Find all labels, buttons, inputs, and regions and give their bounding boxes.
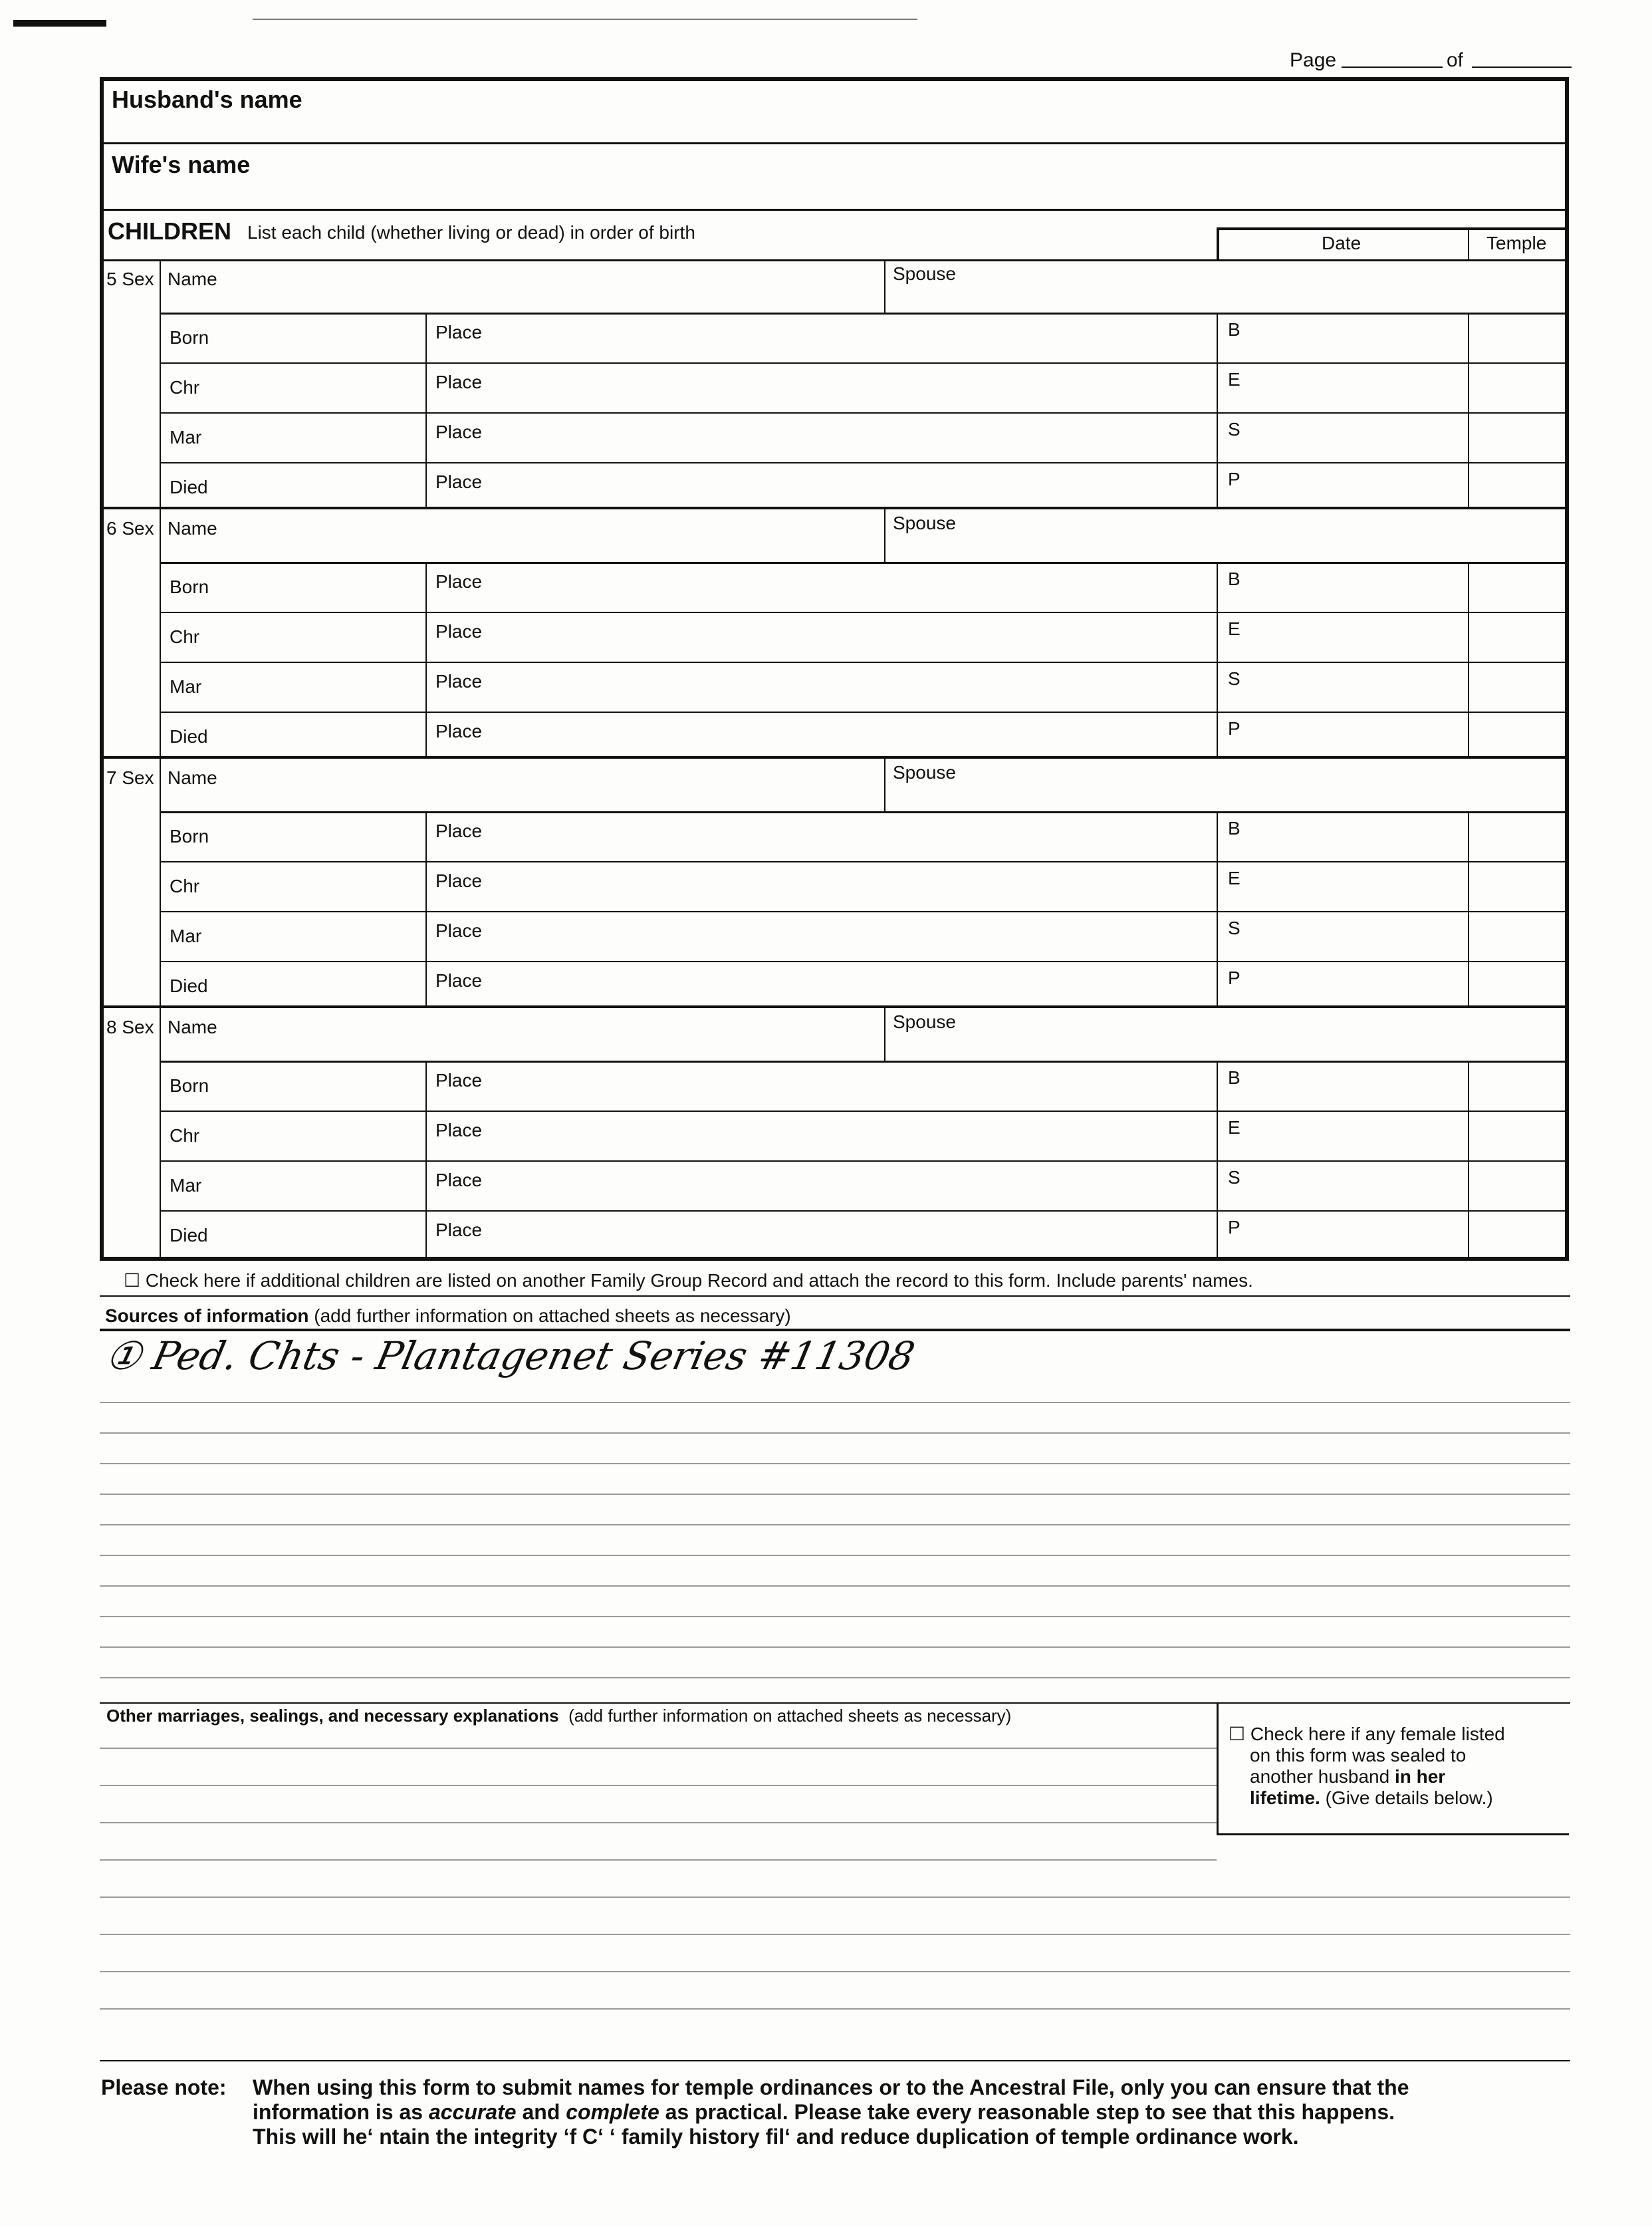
female-sealed-line3 xyxy=(1250,1768,1445,1786)
wife-row-divider xyxy=(100,209,1569,211)
wife-name-label: Wife's name xyxy=(112,151,251,178)
event-label-died: Died xyxy=(170,726,208,747)
page-number-field[interactable] xyxy=(1342,66,1443,68)
of-label: of xyxy=(1447,49,1464,71)
event-label-mar: Mar xyxy=(170,926,202,946)
note-line2-a: information is as xyxy=(253,2100,429,2124)
place-label: Place xyxy=(435,471,483,492)
place-date-divider xyxy=(1217,811,1218,1007)
event-label-mar: Mar xyxy=(170,1175,202,1196)
date-temple-divider xyxy=(1468,562,1469,758)
place-label: Place xyxy=(435,621,483,642)
event-label-died: Died xyxy=(170,477,208,497)
child-name-label: Name xyxy=(168,1017,217,1037)
other-marriages-ruled-line xyxy=(100,1934,1570,1935)
handwritten-source-entry: ① Ped. Chts - Plantagenet Series #11308 xyxy=(101,1333,919,1378)
place-date-divider xyxy=(1217,313,1218,509)
place-label: Place xyxy=(435,870,483,891)
date-temple-divider xyxy=(1468,227,1469,259)
event-row-divider xyxy=(160,712,1569,713)
place-label: Place xyxy=(435,422,483,442)
event-row-divider xyxy=(160,961,1569,962)
name-row-divider xyxy=(160,313,1569,315)
event-label-born: Born xyxy=(170,577,209,597)
event-label-died: Died xyxy=(170,1225,208,1245)
child-spouse-label: Spouse xyxy=(893,513,956,533)
event-row-divider xyxy=(160,861,1569,862)
name-row-divider xyxy=(160,1061,1569,1063)
ordinance-label-p: P xyxy=(1228,1217,1240,1238)
female-sealed-line3-bold: in her xyxy=(1394,1766,1446,1787)
sex-column-divider xyxy=(160,758,161,1007)
event-label-born: Born xyxy=(170,826,209,847)
sex-column-divider xyxy=(160,1007,161,1257)
other-marriages-ruled-line xyxy=(100,1785,1217,1786)
temple-column-header: Temple xyxy=(1486,233,1547,253)
please-note-line3: This will he‘ ntain the integrity ‘f C‘ ‘ family history fil‘ and reduce duplication of temple ordinance work. xyxy=(253,2125,1299,2149)
event-row-divider xyxy=(160,1111,1569,1112)
place-label: Place xyxy=(435,920,483,941)
husband-name-label: Husband's name xyxy=(112,86,302,113)
name-spouse-divider xyxy=(884,509,885,562)
sex-column-divider xyxy=(160,259,161,509)
ordinance-label-e: E xyxy=(1228,868,1240,888)
children-heading: CHILDREN xyxy=(108,217,231,245)
other-marriages-ruled-line xyxy=(100,1897,1570,1898)
event-place-divider xyxy=(425,1061,427,1257)
please-note-label: Please note: xyxy=(101,2075,227,2099)
sources-rule xyxy=(100,1329,1570,1331)
source-ruled-line xyxy=(100,1494,1570,1495)
name-spouse-divider xyxy=(884,758,885,811)
children-instruction: List each child (whether living or dead) in order of birth xyxy=(247,222,695,243)
sources-label-note: (add further information on attached sheets as necessary) xyxy=(314,1305,791,1326)
event-label-mar: Mar xyxy=(170,427,202,448)
place-label: Place xyxy=(435,1170,483,1190)
event-row-divider xyxy=(160,362,1569,364)
ordinance-label-s: S xyxy=(1228,668,1240,689)
child-spouse-label: Spouse xyxy=(893,263,956,284)
other-marriages-ruled-line xyxy=(100,1971,1570,1972)
child-name-label: Name xyxy=(168,269,217,289)
place-label: Place xyxy=(435,372,483,392)
event-place-divider xyxy=(425,811,427,1007)
other-marriages-label-note: (add further information on attached sheets as necessary) xyxy=(568,1706,1012,1726)
child-record xyxy=(100,259,1569,509)
name-spouse-divider xyxy=(884,259,885,313)
other-marriages-label xyxy=(106,1707,1011,1724)
child-spouse-label: Spouse xyxy=(893,762,956,783)
event-row-divider xyxy=(160,412,1569,414)
female-sealed-checkbox[interactable]: ☐ Check here if any female listed xyxy=(1229,1724,1505,1744)
event-label-born: Born xyxy=(170,327,209,348)
place-label: Place xyxy=(435,1120,483,1140)
event-row-divider xyxy=(160,911,1569,912)
date-temple-divider xyxy=(1468,1061,1469,1257)
other-marriages-ruled-line xyxy=(100,1748,1217,1749)
other-marriages-ruled-line xyxy=(100,1822,1217,1823)
page-label: Page xyxy=(1290,49,1337,71)
event-label-mar: Mar xyxy=(170,676,202,697)
place-date-divider xyxy=(1217,562,1218,758)
ordinance-label-s: S xyxy=(1228,1167,1240,1188)
female-sealed-line4-post: (Give details below.) xyxy=(1320,1787,1493,1808)
source-ruled-line xyxy=(100,1646,1570,1648)
ordinance-label-e: E xyxy=(1228,618,1240,639)
other-marriages-label-bold: Other marriages, sealings, and necessary explanations xyxy=(106,1706,559,1726)
sex-column-divider xyxy=(160,509,161,758)
source-ruled-line xyxy=(100,1463,1570,1464)
event-label-chr: Chr xyxy=(170,626,200,647)
source-ruled-line xyxy=(100,1616,1570,1617)
additional-children-label: Check here if additional children are listed on another Family Group Record and attach the record to this form. Include parents' names. xyxy=(145,1270,1253,1291)
child-spouse-label: Spouse xyxy=(893,1011,956,1032)
place-label: Place xyxy=(435,721,483,741)
additional-children-checkbox[interactable]: ☐ Check here if additional children are listed on another Family Group Record and attach the record to this form. Include parents' names. xyxy=(124,1270,1253,1291)
name-row-divider xyxy=(160,811,1569,813)
sources-top-rule xyxy=(100,1295,1570,1297)
event-place-divider xyxy=(425,313,427,509)
child-record xyxy=(100,758,1569,1007)
female-sealed-line4-bold: lifetime. xyxy=(1250,1787,1320,1808)
place-label: Place xyxy=(435,322,483,342)
other-marriages-ruled-line xyxy=(100,1859,1217,1861)
other-marriages-ruled-line xyxy=(100,2008,1570,2010)
event-row-divider xyxy=(160,612,1569,613)
page-total-field[interactable] xyxy=(1472,66,1572,68)
female-sealed-line3-pre: another husband xyxy=(1250,1766,1395,1787)
place-label: Place xyxy=(435,571,483,592)
child-record xyxy=(100,509,1569,758)
child-number-sex-label: 7 Sex xyxy=(106,767,154,788)
ordinance-label-b: B xyxy=(1228,319,1240,340)
female-sealed-line4 xyxy=(1250,1789,1493,1807)
place-label: Place xyxy=(435,821,483,841)
ordinance-label-s: S xyxy=(1228,419,1240,440)
event-row-divider xyxy=(160,1160,1569,1162)
place-date-divider xyxy=(1217,1061,1218,1257)
child-record xyxy=(100,1007,1569,1257)
ordinance-label-e: E xyxy=(1228,1117,1240,1138)
source-ruled-line xyxy=(100,1585,1570,1587)
event-row-divider xyxy=(160,1210,1569,1212)
sources-label-bold: Sources of information xyxy=(105,1305,309,1326)
ordinance-label-s: S xyxy=(1228,918,1240,938)
name-row-divider xyxy=(160,562,1569,564)
note-line2-complete: complete xyxy=(566,2100,659,2124)
event-label-chr: Chr xyxy=(170,876,200,896)
place-label: Place xyxy=(435,1220,483,1240)
female-sealed-line1: Check here if any female listed xyxy=(1250,1724,1505,1744)
female-sealed-line2: on this form was sealed to xyxy=(1250,1745,1467,1766)
event-label-chr: Chr xyxy=(170,377,200,398)
place-label: Place xyxy=(435,1070,483,1091)
note-line2-accurate: accurate xyxy=(428,2100,517,2124)
date-temple-divider xyxy=(1468,313,1469,509)
source-ruled-line xyxy=(100,1432,1570,1434)
event-row-divider xyxy=(160,462,1569,463)
child-number-sex-label: 8 Sex xyxy=(106,1017,154,1037)
event-label-chr: Chr xyxy=(170,1125,200,1146)
ordinance-label-e: E xyxy=(1228,369,1240,390)
child-name-label: Name xyxy=(168,518,217,539)
ordinance-label-b: B xyxy=(1228,818,1240,839)
ordinance-label-p: P xyxy=(1228,718,1240,739)
name-spouse-divider xyxy=(884,1007,885,1061)
source-ruled-line xyxy=(100,1555,1570,1556)
ordinance-label-p: P xyxy=(1228,469,1240,489)
source-ruled-line xyxy=(100,1677,1570,1678)
event-label-born: Born xyxy=(170,1075,209,1096)
note-line2-c: and xyxy=(516,2100,566,2124)
source-ruled-line xyxy=(100,1524,1570,1525)
husband-row-divider xyxy=(100,142,1569,144)
place-label: Place xyxy=(435,671,483,692)
event-row-divider xyxy=(160,662,1569,663)
ordinance-label-b: B xyxy=(1228,569,1240,589)
please-note-line2 xyxy=(253,2101,1395,2123)
ordinance-label-b: B xyxy=(1228,1067,1240,1088)
event-label-died: Died xyxy=(170,976,208,996)
place-label: Place xyxy=(435,970,483,991)
child-number-sex-label: 5 Sex xyxy=(106,269,154,289)
source-ruled-line xyxy=(100,1402,1570,1403)
note-top-rule xyxy=(100,2060,1570,2061)
event-place-divider xyxy=(425,562,427,758)
ordinance-label-p: P xyxy=(1228,968,1240,988)
note-line2-e: as practical. Please take every reasonable step to see that this happens. xyxy=(659,2100,1395,2124)
please-note-line1: When using this form to submit names for temple ordinances or to the Ancestral File, only you can ensure that the xyxy=(253,2075,1409,2099)
scan-mark xyxy=(13,20,106,27)
date-column-header: Date xyxy=(1322,233,1361,253)
sources-label xyxy=(105,1307,791,1325)
child-name-label: Name xyxy=(168,767,217,788)
date-temple-divider xyxy=(1468,811,1469,1007)
child-number-sex-label: 6 Sex xyxy=(106,518,154,539)
scan-rule xyxy=(253,19,917,20)
